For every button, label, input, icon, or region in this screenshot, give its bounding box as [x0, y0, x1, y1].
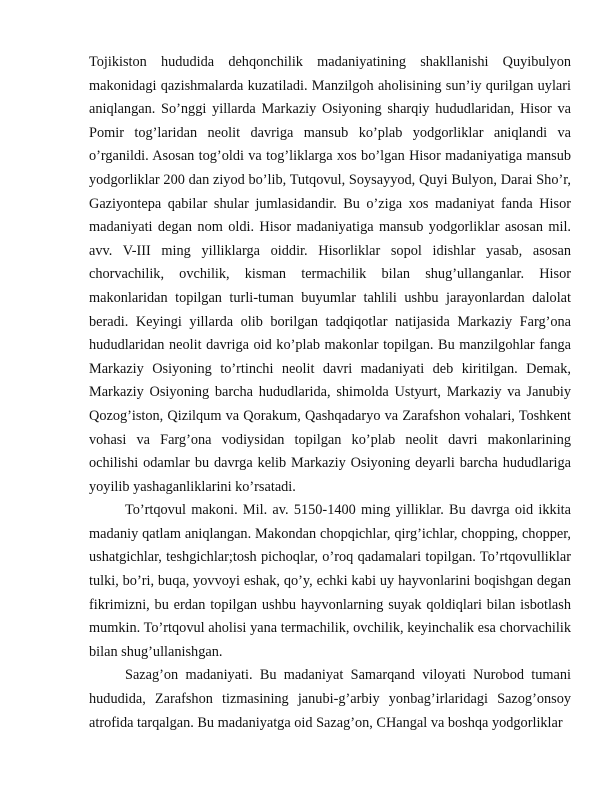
document-page: [89, 51, 571, 735]
body-paragraph-1: Tojikiston hududida dehqonchilik madaniyatining shakllanishi Quyibulyon makonidagi qazishmalarda kuzatiladi. Manzilgoh aholisining sun’iy qurilgan uylari aniqlangan. So’nggi yillarda Markaziy Osiyoning sharqiy hududlaridan, Hisor va Pomir tog’laridan neolit davriga mansub ko’plab yodgorliklar aniqlandi va o’rganildi. Asosan tog’oldi va tog’liklarga xos bo’lgan Hisor madaniyatiga mansub yodgorliklar 200 dan ziyod bo’lib, Tutqovul, Soysayyod, Quyi Bulyon, Darai Sho’r, Gaziyontepa qabilar shular jumlasidandir. Bu o’ziga xos madaniyat fanda Hisor madaniyati degan nom oldi. Hisor madaniyatiga mansub yodgorliklar asosan mil. avv. V-III ming yilliklarga oiddir. Hisorliklar sopol idishlar yasab, asosan chorvachilik, ovchilik, kisman termachilik bilan shug’ullanganlar. Hisor makonlaridan topilgan turli-tuman buyumlar tahlili ushbu jarayonlardan dalolat beradi. Keyingi yillarda olib borilgan tadqiqotlar natijasida Markaziy Farg’ona hududlaridan neolit davriga oid ko’plab makonlar topilgan. Bu manzilgohlar fanga Markaziy Osiyoning to’rtinchi neolit davri madaniyati deb kiritilgan. Demak, Markaziy Osiyoning barcha hududlarida, shimolda Ustyurt, Markaziy va Janubiy Qozog’iston, Qizilqum va Qorakum, Qashqadaryo va Zarafshon vohalari, Toshkent vohasi va Farg’ona vodiysidan topilgan ko’plab neolit davri makonlarining ochilishi odamlar bu davrga kelib Markaziy Osiyoning deyarli barcha hududlariga yoyilib yashaganliklarini ko’rsatadi.: [89, 54, 571, 495]
body-paragraph-2: To’rtqovul makoni. Mil. av. 5150-1400 ming yilliklar. Bu davrga oid ikkita madaniy qatlam aniqlangan. Makondan chopqichlar, qirg’ichlar, chopping, chopper, ushatgichlar, teshgichlar;tosh pichoqlar, o’roq qadamalari topilgan. To’rtqovulliklar tulki, bo’ri, buqa, yovvoyi eshak, qo’y, echki kabi uy hayvonlarini boqishgan degan fikrimizni, bu erdan topilgan ushbu hayvonlarning suyak qoldiqlari bilan isbotlash mumkin. To’rtqovul aholisi yana termachilik, ovchilik, keyinchalik esa chorvachilik bilan shug’ullanishgan.: [89, 502, 571, 660]
body-paragraph-3: Sazag’on madaniyati. Bu madaniyat Samarqand viloyati Nurobod tumani hududida, Zarafshon tizmasining janubi-g’arbiy yonbag’irlaridagi Sazog’onsoy atrofida tarqalgan. Bu madaniyatga oid Sazag’on, CHangal va boshqa yodgorliklar: [89, 667, 571, 731]
